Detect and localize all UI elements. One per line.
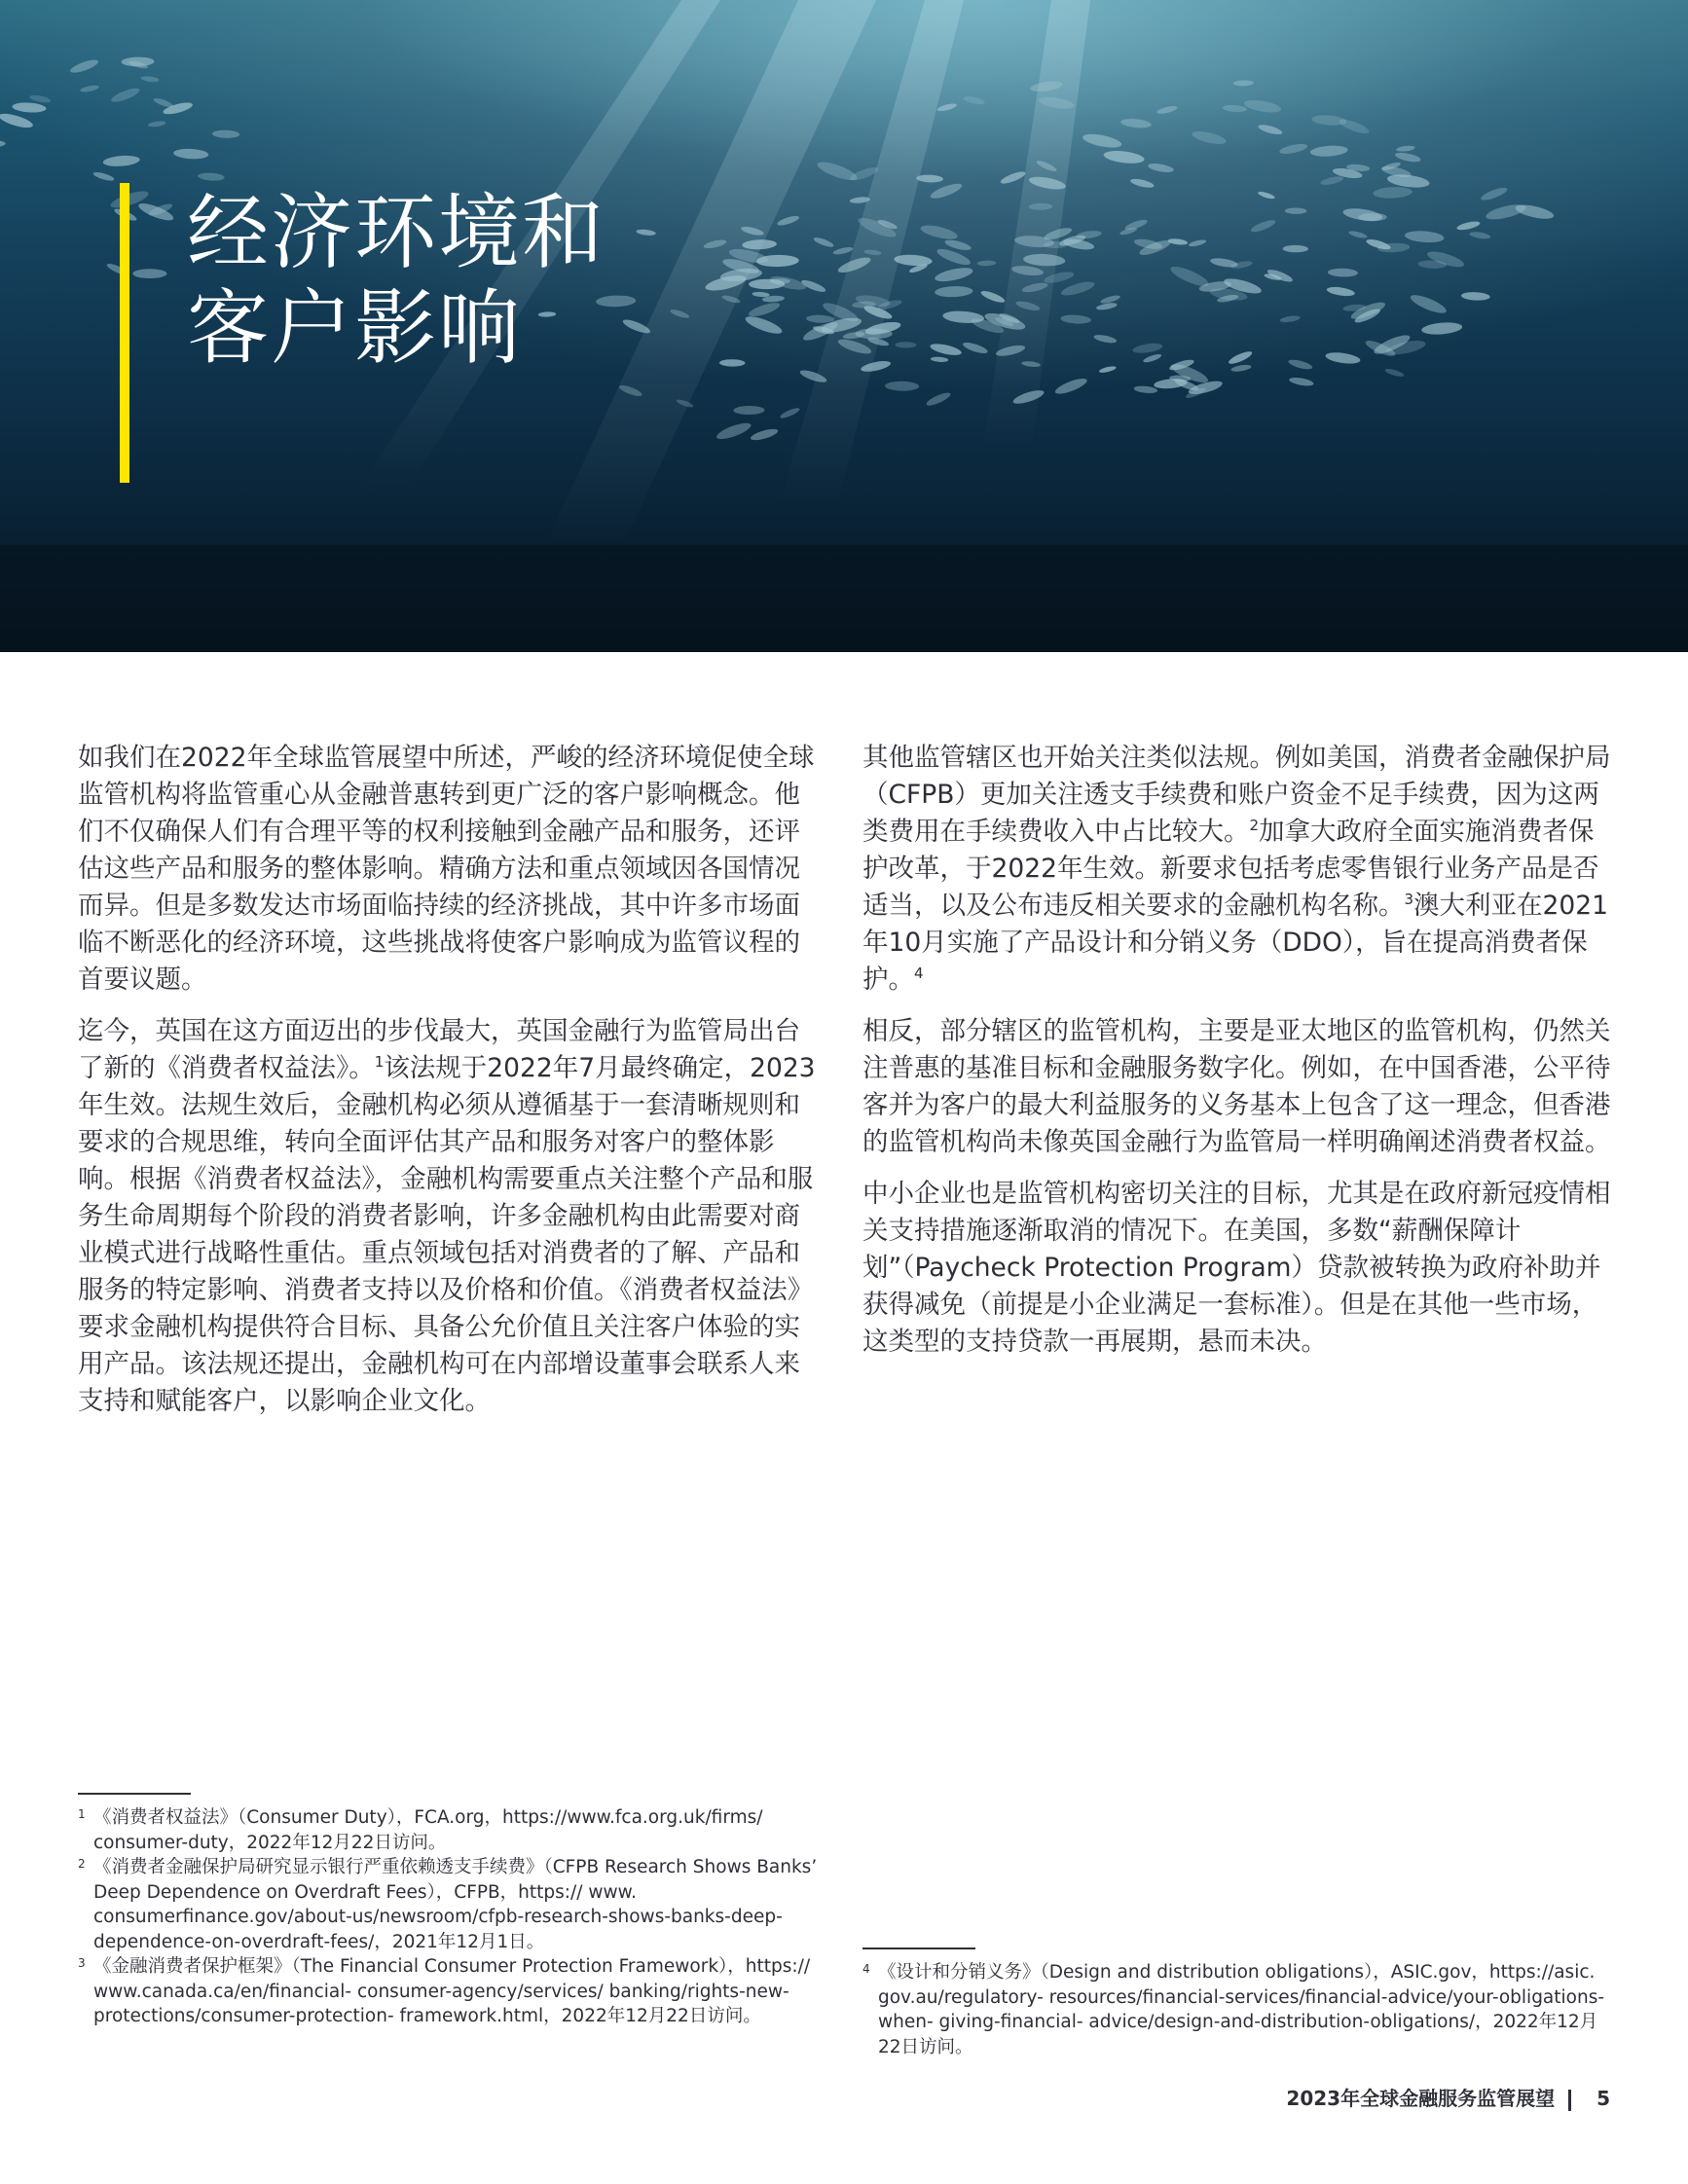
footnote-number: 2 xyxy=(78,1857,86,1871)
hero-banner xyxy=(0,0,1688,652)
paragraph: 如我们在2022年全球监管展望中所述，严峻的经济环境促使全球监管机构将监管重心从金融普惠转到更广泛的客户影响概念。他们不仅确保人们有合理平等的权利接触到金融产品和服务，还评估这些产品和服务的整体影响。精确方法和重点领域因各国情况而异。但是多数发达市场面临持续的经济挑战，其中许多市场面临不断恶化的经济环境，这些挑战将使客户影响成为监管议程的首要议题。 xyxy=(78,743,815,995)
footnote-item xyxy=(78,1855,818,1954)
footnote-number: 4 xyxy=(862,1962,870,1976)
paragraph: 中小企业也是监管机构密切关注的目标，尤其是在政府新冠疫情相关支持措施逐渐取消的情况下。在美国，多数“薪酬保障计划”（Paycheck Protection Program）贷款被转换为政府补助并获得减免（前提是小企业满足一套标准）。但是在其他一些市场，这类型的支持贷款一再展期，悬而未决。 xyxy=(862,1179,1611,1357)
footnote-divider xyxy=(862,1947,975,1949)
page-footer xyxy=(1286,2083,1610,2111)
footnote-text: 《金融消费者保护框架》（The Financial Consumer Protection Framework），https:// www.canada.ca/en/financial- consumer-agency/services/ banking/rights-new- protections/consumer-protection- framework.html，2022年12月22日访问。 xyxy=(93,1956,811,2026)
page-title xyxy=(187,185,605,376)
footnote-item xyxy=(78,1805,818,1855)
paragraph-text: 加拿大政府全面实施消费者保护改革，于2022年生效。新要求包括考虑零售银行业务产品是否适当，以及公布违反相关要求的金融机构名称。 xyxy=(862,817,1599,921)
paragraph xyxy=(862,740,1612,999)
footnote-ref[interactable]: 1 xyxy=(374,1053,385,1072)
footnote-number: 3 xyxy=(78,1956,86,1970)
footnotes-left xyxy=(78,1805,818,2029)
footnote-item xyxy=(78,1954,818,2029)
footnote-item xyxy=(862,1960,1612,2059)
footnote-ref[interactable]: 3 xyxy=(1404,891,1414,909)
page-number: 5 xyxy=(1596,2087,1610,2110)
paragraph xyxy=(78,1013,823,1420)
paragraph-text: 该法规于2022年7月最终确定，2023年生效。法规生效后，金融机构必须从遵循基于一套清晰规则和要求的合规思维，转向全面评估其产品和服务对客户的整体影响。根据《消费者权益法》，金融机构需要重点关注整个产品和服务生命周期每个阶段的消费者影响，许多金融机构由此需要对商业模式进行战略性重估。重点领域包括对消费者的了解、产品和服务的特定影响、消费者支持以及价格和价值。《消费者权益法》要求金融机构提供符合目标、具备公允价值且关注客户体验的实用产品。该法规还提出，金融机构可在内部增设董事会联系人来支持和赋能客户，以影响企业文化。 xyxy=(78,1053,816,1416)
paragraph: 相反，部分辖区的监管机构，主要是亚太地区的监管机构，仍然关注普惠的基准目标和金融服务数字化。例如，在中国香港，公平待客并为客户的最大利益服务的义务基本上包含了这一理念，但香港的监管机构尚未像英国金融行为监管局一样明确阐述消费者权益。 xyxy=(862,1016,1611,1157)
footnote-text: 《设计和分销义务》（Design and distribution obligations），ASIC.gov，https://asic. gov.au/regulatory- resources/financial-services/financial-advice/your-obligations-when- giving-financial- advice/design-and-distribution-obligations/，2022年12月22日访问。 xyxy=(878,1962,1605,2057)
page-title-line-1: 经济环境和 xyxy=(187,185,606,280)
footnote-text: 《消费者金融保护局研究显示银行严重依赖透支手续费》（CFPB Research Shows Banks’ Deep Dependence on Overdraft Fees），CFPB，https:// www. consumerfinance.gov/about-us/newsroom/cfpb-research-shows-banks-deep- dependence-on-overdraft-fees/，2021年12月1日。 xyxy=(93,1857,818,1952)
body-column-left xyxy=(78,740,823,1435)
footer-title: 2023年全球金融服务监管展望 xyxy=(1286,2087,1556,2110)
footnote-ref[interactable]: 2 xyxy=(1249,817,1260,835)
footnote-number: 1 xyxy=(78,1807,86,1821)
paragraph-text: 其他监管辖区也开始关注类似法规。例如美国，消费者金融保护局（CFPB）更加关注透支手续费和账户资金不足手续费，因为这两类费用在手续费收入中占比较大。 xyxy=(862,743,1611,847)
body-column-right xyxy=(862,740,1612,1375)
footnotes-right xyxy=(862,1960,1612,2059)
page-title-line-2: 客户影响 xyxy=(187,280,523,376)
footer-separator xyxy=(1568,2090,1571,2111)
title-accent-bar xyxy=(120,183,129,483)
footnote-ref[interactable]: 4 xyxy=(914,965,924,983)
paragraph-text: 澳大利亚在2021年10月实施了产品设计和分销义务（DDO），旨在提高消费者保护。 xyxy=(862,891,1608,995)
footnote-divider xyxy=(78,1793,191,1795)
footnote-text: 《消费者权益法》（Consumer Duty），FCA.org，https://www.fca.org.uk/firms/ consumer-duty，2022年12月22日访问。 xyxy=(93,1807,763,1853)
paragraph-text: 迄今，英国在这方面迈出的步伐最大，英国金融行为监管局出台了新的《消费者权益法》。 xyxy=(78,1016,800,1083)
fish-shape xyxy=(132,269,166,278)
